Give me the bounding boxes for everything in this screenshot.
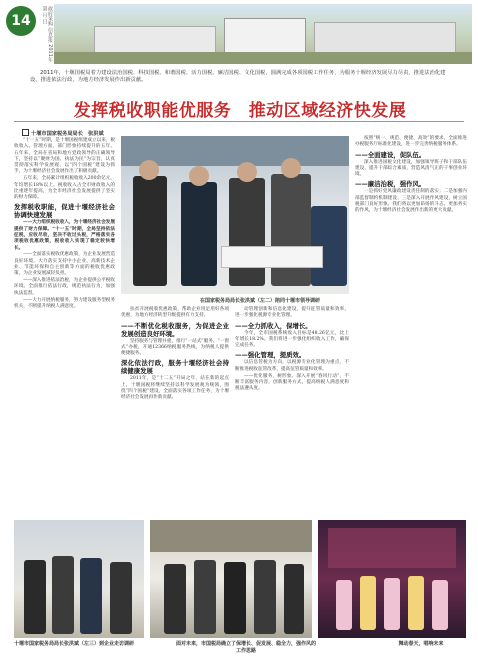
square-bullet-icon bbox=[22, 129, 29, 136]
paragraph: 一是抓好党风廉政建设责任制的落实；二是加强内部监督制约机制建设；三是深入开展作风建设，树立国税部门良好形象。我们将以更加昂扬的斗志、更加务实的作风，为十堰经济社会发展作出新的更大贡献。 bbox=[355, 189, 467, 214]
paragraph: ——优化服务，树形象。深入开展“春风行动”，不断丰富服务内容，创新服务方式，提高纳税人满意度和税法遵从度。 bbox=[235, 373, 349, 392]
main-photo bbox=[121, 136, 349, 294]
section-heading: ——全面建设，促队伍。 bbox=[355, 150, 426, 159]
page-number-badge: 14 bbox=[6, 6, 36, 36]
intro-paragraph: 2011年，十堰国税局着力建设法治国税、科技国税、和谐国税、活力国税、廉洁国税、文化国税，圆满完成各项国税工作任务，为服务十堰经济发展尽力尽责，推进法治化建设，推进依法行政，为地方经济发展作出新贡献。 bbox=[30, 70, 446, 83]
article-column-3 bbox=[235, 307, 349, 512]
paragraph: ——大力组织税收收入，为十堰经济社会发展提供了财力保障。“十一五”时期，全局坚持依法征税，应收尽收，坚决不收过头税，严格落实各项税收优惠政策，税收收入实现了稳定较快增长。 bbox=[14, 220, 115, 251]
paragraph: 今年，全市国税系统收入目标是48.26亿元，比上年增长18.2%。我们将进一步强化组织收入工作，确保完成任务。 bbox=[235, 330, 349, 349]
dateline: 政府采购 信息报 2011年 第 月 日 bbox=[41, 6, 53, 62]
bottom-photo-left-caption: 十堰市国家税务局局长张洪斌（左三）到企业走访调研 bbox=[14, 641, 135, 647]
section-heading: 深化依法行政，服务十堰经济社会持续健康发展 bbox=[121, 359, 229, 376]
headline: 发挥税收职能优服务 推动区域经济快发展 bbox=[73, 101, 407, 121]
bottom-photo-middle bbox=[150, 520, 312, 638]
paragraph: 以信息管税为方向，以税源专业化管理为重点，不断推进税收征管改革，提高征管质量和效率。 bbox=[235, 360, 349, 372]
paragraph: 扶贫开展税收优惠政策，帮助企业用足用好各项优惠，为地方经济转型升级提供有力支持。 bbox=[121, 307, 229, 319]
byline-text: 十堰市国家税务局局长 张洪斌 bbox=[31, 131, 104, 137]
paragraph: 动管理创新和信息化建设，提升征管质量和效率，进一步强化税源专业化管理。 bbox=[235, 307, 349, 319]
banner-photo bbox=[54, 4, 472, 64]
section-heading: ——全力抓收入，保增长。 bbox=[235, 321, 312, 330]
paragraph: 坚持服务与管理并重，推行“一站式”服务、“一窗式”办税，开通12366纳税服务热线，为纳税人提供便捷服务。 bbox=[121, 338, 229, 357]
paragraph: ——全面落实税收优惠政策，为企业发展营造良好环境。大力落实支持中小企业、高新技术企业、节能环保和自主创新等方面的税收优惠政策，为企业发展减轻负担。 bbox=[14, 252, 115, 277]
bottom-photo-right-caption: 舞动春天，唱响未来 bbox=[398, 641, 444, 647]
section-heading: 发挥税收职能，促进十堰经济社会协调快速发展 bbox=[14, 203, 115, 220]
paragraph: 深入推进国税文化建设，加强领导班子和干部队伍建设，提升干部综合素质，营造风清气正的干事创业环境。 bbox=[355, 159, 467, 178]
paragraph: 五年来，全局累计组织税收收入200余亿元，年均增长18%以上。税收收入占全市财政收入的比重逐年提高，为全市经济社会发展提供了坚实的财力保障。 bbox=[14, 176, 115, 201]
article-column-2 bbox=[121, 307, 229, 512]
section-heading: ——强化管理，提质效。 bbox=[235, 351, 306, 360]
section-heading: ——不断优化税收服务，为促进企业发展创造良好环境。 bbox=[121, 321, 229, 338]
paragraph: 按照“统一、规范、便捷、高效”的要求，全面推进办税服务厅标准化建设，进一步完善纳税服务体系。 bbox=[355, 136, 467, 148]
paragraph: ——大力开展纳税服务，努力建设服务型税务机关，不断提升纳税人满意度。 bbox=[14, 297, 115, 309]
bottom-photo-middle-caption: 面对未来，市国税局确立了保增长、促发展、稳全力，强作风的工作思路 bbox=[176, 641, 317, 654]
article-column-4 bbox=[355, 136, 467, 512]
divider bbox=[14, 121, 464, 122]
paragraph: “十一五”时期，是十堰国税组建成立以来，税收收入、管理方面、部门形象持续提升的五年。五年来，全局在省局和地方党政领导的正确领导下，坚持以“聚财为国、执法为民”为宗旨，认真贯彻落实科学发展观，以“四个国税”建设为抓手，为十堰经济社会发展作出了积极贡献。 bbox=[14, 138, 115, 175]
section-heading: ——廉洁治税，强作风。 bbox=[355, 180, 426, 189]
byline bbox=[22, 129, 104, 137]
article-column-1 bbox=[14, 138, 115, 518]
main-photo-caption: 在国家税务局局长张洪斌（左二）陪同十堰市领导调研 bbox=[199, 298, 320, 304]
bottom-photo-right bbox=[318, 520, 466, 638]
paragraph: 2011年，是“十二五”开局之年，站在新的起点上，十堰国税将继续坚持以科学发展观为统领，围绕“四个国税”建设，全面落实各项工作任务，为十堰经济社会发展再作新贡献。 bbox=[121, 376, 229, 401]
bottom-photo-left bbox=[14, 520, 144, 638]
paragraph: ——深入推进依法治税，为企业提供公平税收环境。全面推行依法行政，规范执法行为，加强执法监督。 bbox=[14, 278, 115, 296]
